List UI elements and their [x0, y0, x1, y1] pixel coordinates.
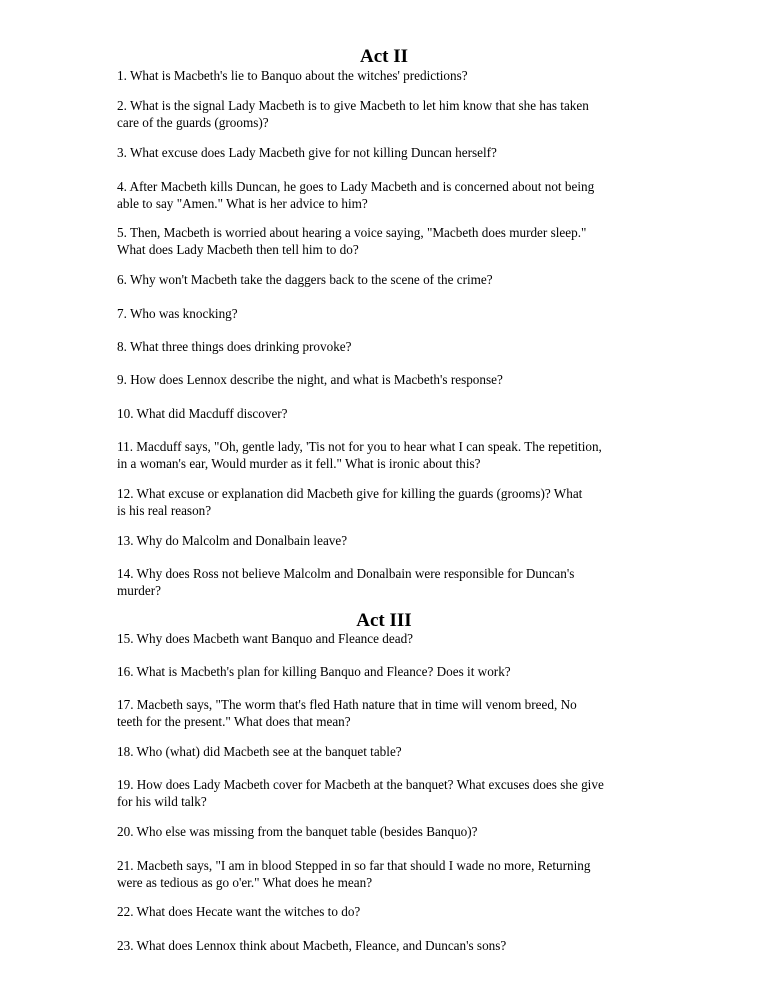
act-ii-heading: Act II — [359, 46, 409, 67]
question-5: 5. Then, Macbeth is worried about hearing a voice saying, "Macbeth does murder sleep." What does Lady Macbeth then tell him to do? — [117, 225, 587, 257]
question-2: 2. What is the signal Lady Macbeth is to give Macbeth to let him know that she has taken care of the guards (grooms)? — [117, 98, 589, 130]
question-4: 4. After Macbeth kills Duncan, he goes to Lady Macbeth and is concerned about not being able to say "Amen." What is her advice to him? — [117, 179, 595, 211]
question-12: 12. What excuse or explanation did Macbeth give for killing the guards (grooms)? What is his real reason? — [117, 486, 583, 518]
question-23: 23. What does Lennox think about Macbeth, Fleance, and Duncan's sons? — [117, 938, 507, 953]
question-16: 16. What is Macbeth's plan for killing Banquo and Fleance? Does it work? — [117, 664, 511, 679]
question-1: 1. What is Macbeth's lie to Banquo about the witches' predictions? — [117, 68, 468, 83]
question-18: 18. Who (what) did Macbeth see at the banquet table? — [117, 744, 402, 759]
question-7: 7. Who was knocking? — [117, 306, 238, 321]
question-13: 13. Why do Malcolm and Donalbain leave? — [117, 533, 348, 548]
question-15: 15. Why does Macbeth want Banquo and Fleance dead? — [117, 631, 414, 646]
act-iii-heading: Act III — [356, 610, 412, 631]
question-22: 22. What does Hecate want the witches to do? — [117, 904, 361, 919]
question-14: 14. Why does Ross not believe Malcolm and Donalbain were responsible for Duncan's murder? — [117, 566, 575, 598]
question-3: 3. What excuse does Lady Macbeth give for not killing Duncan herself? — [117, 145, 497, 160]
question-8: 8. What three things does drinking provoke? — [117, 339, 352, 354]
question-17: 17. Macbeth says, "The worm that's fled Hath nature that in time will venom breed, No teeth for the present." What does that mean? — [117, 697, 577, 729]
question-19: 19. How does Lady Macbeth cover for Macbeth at the banquet? What excuses does she give for his wild talk? — [117, 777, 604, 809]
question-9: 9. How does Lennox describe the night, and what is Macbeth's response? — [117, 372, 503, 387]
question-10: 10. What did Macduff discover? — [117, 406, 288, 421]
question-20: 20. Who else was missing from the banquet table (besides Banquo)? — [117, 824, 478, 839]
question-11: 11. Macduff says, "Oh, gentle lady, 'Tis not for you to hear what I can speak. The repetition, in a woman's ear, Would murder as it fell." What is ironic about this? — [117, 439, 602, 471]
question-21: 21. Macbeth says, "I am in blood Stepped in so far that should I wade no more, Returning were as tedious as go o'er." What does he mean? — [117, 858, 591, 890]
question-6: 6. Why won't Macbeth take the daggers back to the scene of the crime? — [117, 272, 493, 287]
